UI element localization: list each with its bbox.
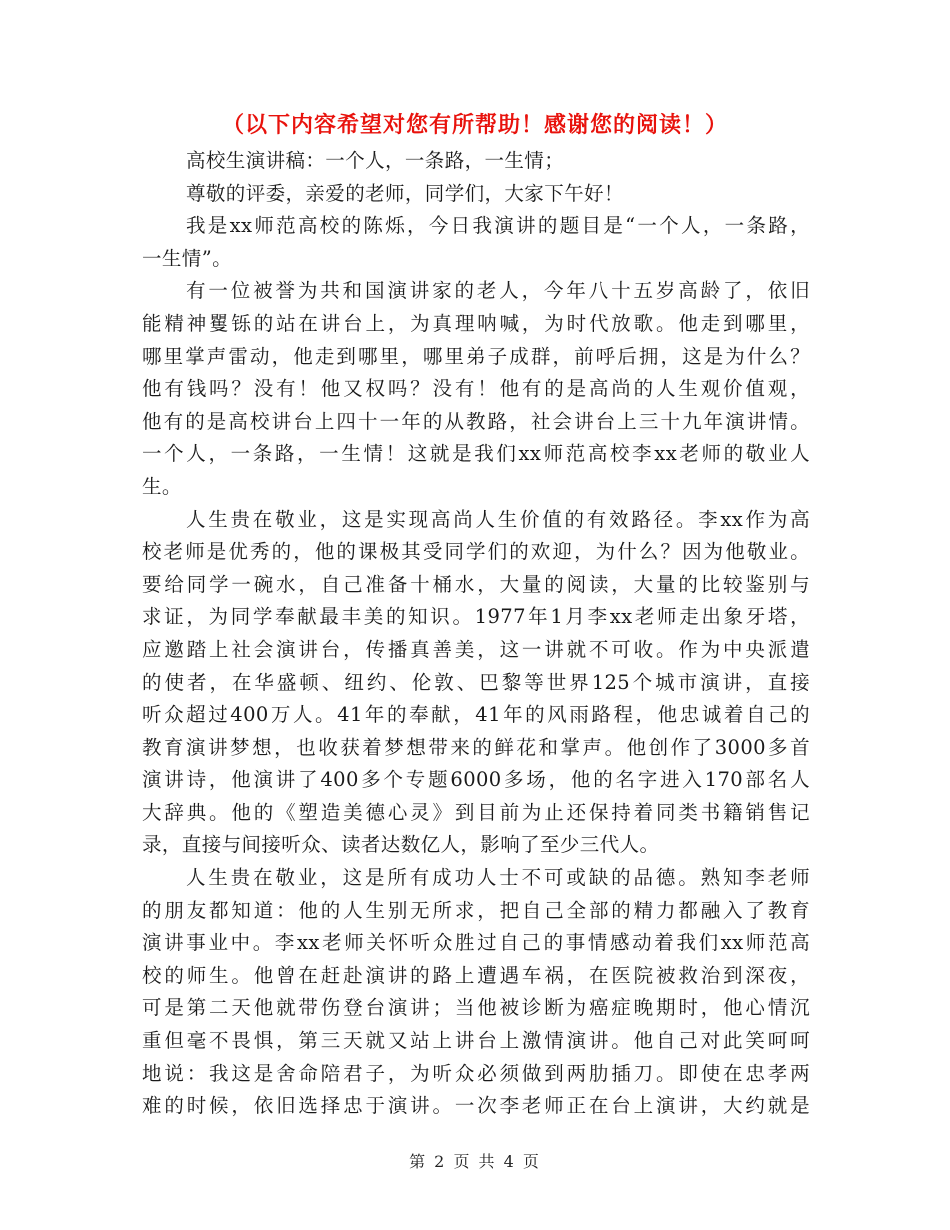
paragraph-line: 哪里掌声雷动，他走到哪里，哪里弟子成群，前呼后拥，这是为什么？ xyxy=(142,344,810,368)
paragraph-line: 一个人，一条路，一生情！这就是我们xx师范高校李xx老师的敬业人 xyxy=(142,442,810,466)
paragraph-line: 我是xx师范高校的陈烁，今日我演讲的题目是“一个人，一条路， xyxy=(186,214,810,238)
page-footer: 第 2 页 共 4 页 xyxy=(409,1152,541,1171)
paragraph-line: 教育演讲梦想，也收获着梦想带来的鲜花和掌声。他创作了3000多首 xyxy=(142,735,810,759)
paragraph-line: 的朋友都知道：他的人生别无所求，把自己全部的精力都融入了教育 xyxy=(142,898,810,922)
greeting-line: 尊敬的评委，亲爱的老师，同学们，大家下午好！ xyxy=(186,181,624,205)
paragraph-line: 重但毫不畏惧，第三天就又站上讲台上激情演讲。他自己对此笑呵呵 xyxy=(142,1029,810,1053)
paragraph-line: 难的时候，依旧选择忠于演讲。一次李老师正在台上演讲，大约就是 xyxy=(142,1094,810,1118)
paragraph-line: 一生情”。 xyxy=(142,246,232,270)
paragraph-line: 演讲事业中。李xx老师关怀听众胜过自己的事情感动着我们xx师范高 xyxy=(142,931,810,955)
paragraph-line: 大辞典。他的《塑造美德心灵》到目前为止还保持着同类书籍销售记 xyxy=(142,800,810,824)
speech-body xyxy=(142,145,810,1123)
paragraph-line: 有一位被誉为共和国演讲家的老人，今年八十五岁高龄了，依旧 xyxy=(186,279,810,303)
paragraph-line: 人生贵在敬业，这是所有成功人士不可或缺的品德。熟知李老师 xyxy=(186,866,810,890)
paragraph-line: 校老师是优秀的，他的课极其受同学们的欢迎，为什么？因为他敬业。 xyxy=(142,540,810,564)
header-note: （以下内容希望对您有所帮助！感谢您的阅读！） xyxy=(221,112,728,138)
paragraph-line: 的使者，在华盛顿、纽约、伦敦、巴黎等世界125个城市演讲，直接 xyxy=(142,670,810,694)
speech-title-line: 高校生演讲稿：一个人，一条路，一生情； xyxy=(186,149,565,172)
paragraph-line: 能精神矍铄的站在讲台上，为真理呐喊，为时代放歌。他走到哪里， xyxy=(142,311,810,335)
paragraph-line: 地说：我这是舍命陪君子，为听众必须做到两肋插刀。即使在忠孝两 xyxy=(142,1061,810,1085)
paragraph-line: 可是第二天他就带伤登台演讲；当他被诊断为癌症晚期时，他心情沉 xyxy=(142,996,810,1020)
paragraph-line: 演讲诗，他演讲了400多个专题6000多场，他的名字进入170部名人 xyxy=(142,768,810,792)
paragraph-line: 录，直接与间接听众、读者达数亿人，影响了至少三代人。 xyxy=(142,833,660,857)
paragraph-line: 校的师生。他曾在赶赴演讲的路上遭遇车祸，在医院被救治到深夜， xyxy=(142,963,810,987)
paragraph-line: 要给同学一碗水，自己准备十桶水，大量的阅读，大量的比较鉴别与 xyxy=(142,572,810,596)
paragraph-line: 应邀踏上社会演讲台，传播真善美，这一讲就不可收。作为中央派遣 xyxy=(142,637,810,661)
paragraph-line: 听众超过400万人。41年的奉献，41年的风雨路程，他忠诚着自己的 xyxy=(142,703,810,727)
paragraph-line: 他有钱吗？没有！他又权吗？没有！他有的是高尚的人生观价值观， xyxy=(142,377,810,401)
paragraph-line: 生。 xyxy=(142,474,182,498)
paragraph-line: 人生贵在敬业，这是实现高尚人生价值的有效路径。李xx作为高 xyxy=(186,507,810,531)
paragraph-line: 他有的是高校讲台上四十一年的从教路，社会讲台上三十九年演讲情。 xyxy=(142,409,810,433)
paragraph-line: 求证，为同学奉献最丰美的知识。1977年1月李xx老师走出象牙塔， xyxy=(142,605,810,629)
